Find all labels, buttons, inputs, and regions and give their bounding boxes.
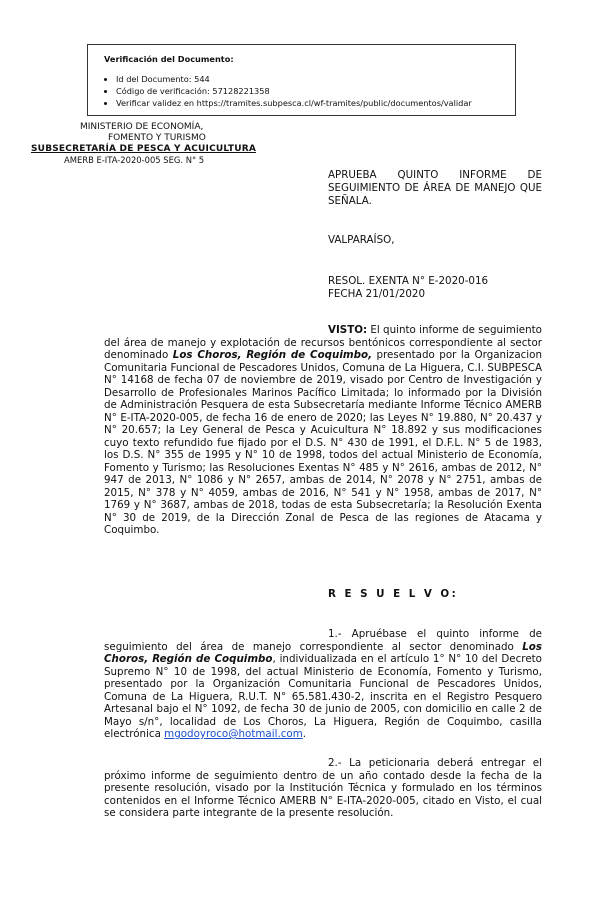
email-link[interactable]: mgodoyroco@hotmail.com (164, 728, 303, 740)
visto-paragraph (104, 324, 542, 537)
visto-sector: Los Choros, Región de Coquimbo, (172, 349, 372, 361)
p1-sector: Los Choros, Región de Coquimbo (104, 640, 542, 665)
resolution-title: APRUEBA QUINTO INFORME DE SEGUIMIENTO DE ÁREA DE MANEJO QUE SEÑALA. (328, 169, 542, 207)
resolution-number: RESOL. EXENTA N° E-2020-016 (328, 275, 489, 287)
ministry-name: MINISTERIO DE ECONOMÍA, (80, 122, 204, 132)
visto-text-a: El quinto informe de seguimiento del área de manejo y explotación de recursos bentónicos correspondiente al sector denominado (104, 324, 542, 361)
subsecretariat-name: SUBSECRETARÍA DE PESCA Y ACUICULTURA (31, 144, 257, 154)
resuelvo-heading: R E S U E L V O: (328, 588, 459, 600)
resolution-info (328, 275, 488, 301)
verification-list (104, 73, 499, 109)
resolution-date: FECHA 21/01/2020 (328, 288, 426, 300)
p1-text-c: . (302, 728, 307, 740)
resolution-paragraph-1 (104, 628, 542, 741)
p2-text: 2.- La peticionaria deberá entregar el próximo informe de seguimiento dentro de un año contado desde la fecha de la presente resolución, visado por la Institución Técnica y formulado en los términos contenidos en el Informe Técnico AMERB N° E-ITA-2020-005, citado en Visto, el cual se considera parte integrante de la presente resolución. (104, 757, 542, 819)
verification-title: Verificación del Documento: (104, 54, 234, 64)
p1-text-b: , individualizada en el artículo 1° N° 10 del Decreto Supremo N° 10 de 1998, del actual Ministerio de Economía, Fomento y Turismo, presentado por la Organización Comunitaria Funcional de Pescadores Unidos, Comuna de La Higuera, R.U.T. N° 65.581.430-2, inscrita en el Registro Pesquero Artesanal bajo el N° 1092, de fecha 30 de junio de 2005, con domicilio en calle 2 de Mayo s/n°, localidad de Los Choros, La Higuera, Región de Coquimbo, casilla electrónica (104, 653, 542, 740)
verification-item-id: • Id del Documento: 544 (116, 73, 499, 85)
verification-box (87, 44, 516, 116)
place-line: VALPARAÍSO, (328, 234, 395, 246)
verification-item-url[interactable]: • Verificar validez en https://tramites.subpesca.cl/wf-tramites/public/documentos/validar (116, 97, 499, 109)
ministry-name-cont: FOMENTO Y TURISMO (108, 133, 206, 143)
resolution-paragraph-2 (104, 757, 542, 820)
document-reference: AMERB E-ITA-2020-005 SEG. N° 5 (64, 155, 205, 165)
p1-text-a: 1.- Apruébase el quinto informe de seguimiento del área de manejo correspondiente al sector denominado (104, 628, 542, 653)
visto-text-b: presentado por la Organizacion Comunitaria Funcional de Pescadores Unidos, Comuna de La Higuera, C.I. SUBPESCA N° 14168 de fecha 07 de noviembre de 2019, visado por Centro de Investigación y Desarrollo de Profesionales Marinos Pacífico Limitada; lo informado por la División de Administración Pesquera de esta Subsecretaría mediante Informe Técnico AMERB N° E-ITA-2020-005, de fecha 16 de enero de 2020; las Leyes N° 19.880, N° 20.437 y N° 20.657; la Ley General de Pesca y Acuicultura N° 18.892 y sus modificaciones cuyo texto refundido fue fijado por el D.S. N° 430 de 1991, el D.F.L. N° 5 de 1983, los D.S. N° 355 de 1995 y N° 10 de 1998, todos del actual Ministerio de Economía, Fomento y Turismo; las Resoluciones Exentas N° 485 y N° 2616, ambas de 2012, N° 947 de 2013, N° 1086 y N° 2657, ambas de 2014, N° 2078 y N° 2751, ambas de 2015, N° 378 y N° 4059, ambas de 2016, N° 541 y N° 1958, ambas de 2017, N° 1769 y N° 3687, ambas de 2018, todas de esta Subsecretaría; la Resolución Exenta N° 30 de 2019, de la Dirección Zonal de Pesca de las regiones de Atacama y Coquimbo. (104, 349, 542, 536)
verification-item-code: • Código de verificación: 57128221358 (116, 85, 499, 97)
visto-label: VISTO: (328, 324, 368, 336)
